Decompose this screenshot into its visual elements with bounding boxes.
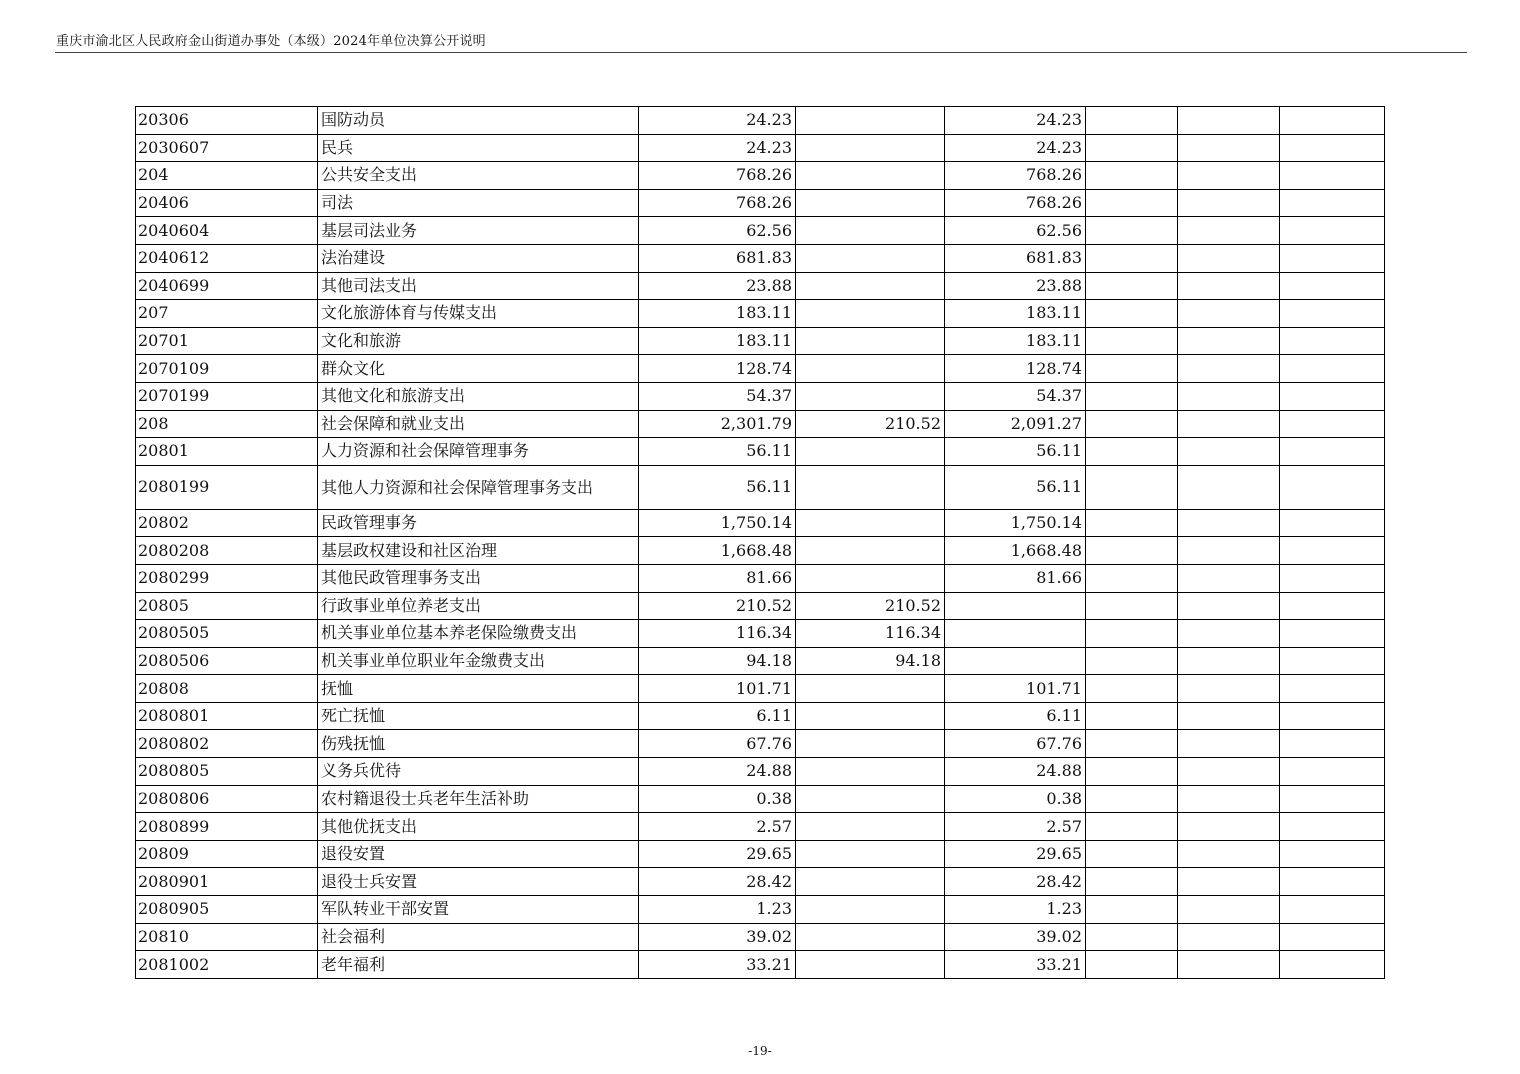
cell-subject-code: 2080299 <box>136 564 318 592</box>
cell-total-expenditure: 39.02 <box>639 923 796 951</box>
cell-total-expenditure: 183.11 <box>639 327 796 355</box>
cell-column-8 <box>1280 923 1385 951</box>
cell-column-7 <box>1178 107 1280 135</box>
cell-total-expenditure: 1.23 <box>639 896 796 924</box>
table-row <box>136 465 1385 509</box>
cell-subject-code: 20805 <box>136 592 318 620</box>
cell-subject-code: 207 <box>136 300 318 328</box>
cell-total-expenditure: 67.76 <box>639 730 796 758</box>
cell-column-7 <box>1178 813 1280 841</box>
cell-column-6 <box>1086 868 1178 896</box>
cell-column-7 <box>1178 730 1280 758</box>
cell-subject-code: 2080901 <box>136 868 318 896</box>
cell-total-expenditure: 56.11 <box>639 465 796 509</box>
cell-column-6 <box>1086 300 1178 328</box>
cell-subject-name: 退役安置 <box>318 840 639 868</box>
cell-project-expenditure: 2,091.27 <box>945 410 1086 438</box>
cell-column-6 <box>1086 840 1178 868</box>
cell-column-8 <box>1280 730 1385 758</box>
cell-column-6 <box>1086 327 1178 355</box>
cell-column-6 <box>1086 465 1178 509</box>
cell-column-7 <box>1178 923 1280 951</box>
cell-subject-code: 208 <box>136 410 318 438</box>
cell-basic-expenditure <box>796 564 945 592</box>
cell-subject-name: 文化和旅游 <box>318 327 639 355</box>
cell-project-expenditure: 1.23 <box>945 896 1086 924</box>
cell-column-7 <box>1178 564 1280 592</box>
cell-subject-name: 其他文化和旅游支出 <box>318 382 639 410</box>
cell-basic-expenditure: 210.52 <box>796 410 945 438</box>
cell-column-6 <box>1086 592 1178 620</box>
cell-project-expenditure: 56.11 <box>945 465 1086 509</box>
cell-subject-name: 退役士兵安置 <box>318 868 639 896</box>
cell-subject-name: 其他人力资源和社会保障管理事务支出 <box>318 465 639 509</box>
cell-column-8 <box>1280 868 1385 896</box>
cell-basic-expenditure <box>796 244 945 272</box>
cell-basic-expenditure <box>796 730 945 758</box>
cell-total-expenditure: 24.23 <box>639 107 796 135</box>
cell-subject-code: 2080506 <box>136 647 318 675</box>
cell-column-6 <box>1086 564 1178 592</box>
cell-subject-code: 2080805 <box>136 758 318 786</box>
cell-basic-expenditure <box>796 951 945 979</box>
cell-project-expenditure: 681.83 <box>945 244 1086 272</box>
cell-basic-expenditure <box>796 382 945 410</box>
table-row <box>136 355 1385 383</box>
cell-total-expenditure: 2,301.79 <box>639 410 796 438</box>
cell-column-6 <box>1086 355 1178 383</box>
cell-subject-name: 基层政权建设和社区治理 <box>318 537 639 565</box>
cell-subject-name: 伤残抚恤 <box>318 730 639 758</box>
cell-basic-expenditure <box>796 758 945 786</box>
cell-total-expenditure: 1,750.14 <box>639 509 796 537</box>
cell-project-expenditure <box>945 620 1086 648</box>
cell-column-7 <box>1178 702 1280 730</box>
cell-subject-code: 2070109 <box>136 355 318 383</box>
cell-project-expenditure: 23.88 <box>945 272 1086 300</box>
cell-project-expenditure: 81.66 <box>945 564 1086 592</box>
cell-column-8 <box>1280 272 1385 300</box>
cell-column-7 <box>1178 355 1280 383</box>
cell-subject-name: 社会保障和就业支出 <box>318 410 639 438</box>
cell-subject-name: 其他司法支出 <box>318 272 639 300</box>
cell-basic-expenditure <box>796 162 945 190</box>
cell-total-expenditure: 1,668.48 <box>639 537 796 565</box>
cell-total-expenditure: 24.88 <box>639 758 796 786</box>
cell-column-7 <box>1178 327 1280 355</box>
cell-column-7 <box>1178 758 1280 786</box>
table-body <box>136 107 1385 979</box>
cell-column-7 <box>1178 382 1280 410</box>
cell-column-8 <box>1280 702 1385 730</box>
cell-subject-code: 2080199 <box>136 465 318 509</box>
cell-column-7 <box>1178 620 1280 648</box>
cell-subject-code: 2070199 <box>136 382 318 410</box>
table-row <box>136 868 1385 896</box>
cell-column-7 <box>1178 868 1280 896</box>
table-row <box>136 272 1385 300</box>
cell-basic-expenditure <box>796 675 945 703</box>
cell-column-8 <box>1280 840 1385 868</box>
cell-basic-expenditure <box>796 868 945 896</box>
cell-column-6 <box>1086 217 1178 245</box>
cell-project-expenditure: 768.26 <box>945 162 1086 190</box>
cell-total-expenditure: 101.71 <box>639 675 796 703</box>
cell-column-7 <box>1178 272 1280 300</box>
cell-subject-name: 司法 <box>318 189 639 217</box>
cell-subject-code: 2040612 <box>136 244 318 272</box>
cell-project-expenditure: 24.88 <box>945 758 1086 786</box>
cell-column-7 <box>1178 438 1280 466</box>
cell-column-6 <box>1086 272 1178 300</box>
cell-column-7 <box>1178 785 1280 813</box>
cell-subject-name: 人力资源和社会保障管理事务 <box>318 438 639 466</box>
cell-column-8 <box>1280 896 1385 924</box>
cell-column-6 <box>1086 785 1178 813</box>
cell-project-expenditure: 101.71 <box>945 675 1086 703</box>
cell-project-expenditure <box>945 647 1086 675</box>
table-row <box>136 785 1385 813</box>
cell-column-8 <box>1280 537 1385 565</box>
table-row <box>136 189 1385 217</box>
cell-column-8 <box>1280 107 1385 135</box>
table-row <box>136 647 1385 675</box>
cell-column-8 <box>1280 355 1385 383</box>
cell-subject-name: 基层司法业务 <box>318 217 639 245</box>
cell-basic-expenditure <box>796 896 945 924</box>
cell-column-8 <box>1280 382 1385 410</box>
cell-column-8 <box>1280 592 1385 620</box>
table-row <box>136 410 1385 438</box>
cell-total-expenditure: 128.74 <box>639 355 796 383</box>
cell-subject-code: 2080208 <box>136 537 318 565</box>
cell-project-expenditure: 67.76 <box>945 730 1086 758</box>
cell-column-6 <box>1086 410 1178 438</box>
cell-project-expenditure: 1,668.48 <box>945 537 1086 565</box>
table-row <box>136 758 1385 786</box>
cell-subject-name: 其他民政管理事务支出 <box>318 564 639 592</box>
cell-total-expenditure: 24.23 <box>639 134 796 162</box>
cell-total-expenditure: 33.21 <box>639 951 796 979</box>
cell-column-6 <box>1086 107 1178 135</box>
table-row <box>136 813 1385 841</box>
cell-column-8 <box>1280 509 1385 537</box>
table-row <box>136 537 1385 565</box>
cell-project-expenditure <box>945 592 1086 620</box>
cell-project-expenditure: 33.21 <box>945 951 1086 979</box>
cell-column-8 <box>1280 217 1385 245</box>
cell-column-7 <box>1178 217 1280 245</box>
table-row <box>136 951 1385 979</box>
cell-subject-name: 老年福利 <box>318 951 639 979</box>
cell-column-8 <box>1280 327 1385 355</box>
cell-subject-name: 机关事业单位职业年金缴费支出 <box>318 647 639 675</box>
cell-project-expenditure: 183.11 <box>945 327 1086 355</box>
cell-project-expenditure: 29.65 <box>945 840 1086 868</box>
cell-subject-name: 文化旅游体育与传媒支出 <box>318 300 639 328</box>
cell-column-6 <box>1086 382 1178 410</box>
cell-total-expenditure: 94.18 <box>639 647 796 675</box>
cell-project-expenditure: 39.02 <box>945 923 1086 951</box>
cell-column-7 <box>1178 675 1280 703</box>
cell-basic-expenditure <box>796 189 945 217</box>
cell-subject-name: 行政事业单位养老支出 <box>318 592 639 620</box>
cell-basic-expenditure <box>796 509 945 537</box>
table-row <box>136 217 1385 245</box>
cell-project-expenditure: 24.23 <box>945 134 1086 162</box>
table-row <box>136 382 1385 410</box>
cell-subject-code: 2040699 <box>136 272 318 300</box>
cell-project-expenditure: 2.57 <box>945 813 1086 841</box>
cell-column-8 <box>1280 647 1385 675</box>
cell-basic-expenditure <box>796 537 945 565</box>
cell-column-7 <box>1178 896 1280 924</box>
cell-column-7 <box>1178 300 1280 328</box>
cell-project-expenditure: 768.26 <box>945 189 1086 217</box>
cell-subject-code: 20802 <box>136 509 318 537</box>
cell-subject-name: 机关事业单位基本养老保险缴费支出 <box>318 620 639 648</box>
cell-subject-code: 20809 <box>136 840 318 868</box>
table-row <box>136 438 1385 466</box>
cell-column-6 <box>1086 620 1178 648</box>
cell-basic-expenditure: 116.34 <box>796 620 945 648</box>
cell-column-6 <box>1086 162 1178 190</box>
cell-basic-expenditure <box>796 785 945 813</box>
cell-column-8 <box>1280 162 1385 190</box>
table-row <box>136 702 1385 730</box>
cell-total-expenditure: 6.11 <box>639 702 796 730</box>
cell-column-8 <box>1280 300 1385 328</box>
cell-subject-code: 2080801 <box>136 702 318 730</box>
cell-subject-code: 20306 <box>136 107 318 135</box>
cell-column-6 <box>1086 702 1178 730</box>
table-row <box>136 592 1385 620</box>
cell-column-8 <box>1280 564 1385 592</box>
cell-project-expenditure: 28.42 <box>945 868 1086 896</box>
cell-column-6 <box>1086 134 1178 162</box>
cell-total-expenditure: 62.56 <box>639 217 796 245</box>
cell-subject-code: 20808 <box>136 675 318 703</box>
cell-column-8 <box>1280 438 1385 466</box>
cell-subject-code: 2080505 <box>136 620 318 648</box>
cell-subject-code: 20810 <box>136 923 318 951</box>
table-row <box>136 896 1385 924</box>
table-row <box>136 107 1385 135</box>
cell-column-8 <box>1280 620 1385 648</box>
cell-column-8 <box>1280 813 1385 841</box>
cell-subject-code: 2080802 <box>136 730 318 758</box>
cell-project-expenditure: 54.37 <box>945 382 1086 410</box>
cell-column-7 <box>1178 509 1280 537</box>
cell-total-expenditure: 768.26 <box>639 162 796 190</box>
cell-subject-name: 军队转业干部安置 <box>318 896 639 924</box>
table-row <box>136 730 1385 758</box>
cell-subject-code: 20801 <box>136 438 318 466</box>
cell-total-expenditure: 768.26 <box>639 189 796 217</box>
cell-column-6 <box>1086 189 1178 217</box>
cell-column-6 <box>1086 438 1178 466</box>
cell-project-expenditure: 6.11 <box>945 702 1086 730</box>
cell-subject-code: 2040604 <box>136 217 318 245</box>
cell-subject-name: 民政管理事务 <box>318 509 639 537</box>
cell-column-8 <box>1280 951 1385 979</box>
cell-total-expenditure: 28.42 <box>639 868 796 896</box>
cell-project-expenditure: 56.11 <box>945 438 1086 466</box>
cell-basic-expenditure <box>796 272 945 300</box>
cell-column-6 <box>1086 647 1178 675</box>
cell-total-expenditure: 210.52 <box>639 592 796 620</box>
cell-project-expenditure: 1,750.14 <box>945 509 1086 537</box>
table-row <box>136 244 1385 272</box>
cell-column-6 <box>1086 244 1178 272</box>
cell-column-7 <box>1178 647 1280 675</box>
cell-subject-code: 2081002 <box>136 951 318 979</box>
cell-column-7 <box>1178 537 1280 565</box>
cell-total-expenditure: 81.66 <box>639 564 796 592</box>
table-row <box>136 620 1385 648</box>
cell-basic-expenditure <box>796 465 945 509</box>
cell-subject-code: 20701 <box>136 327 318 355</box>
cell-total-expenditure: 183.11 <box>639 300 796 328</box>
cell-project-expenditure: 62.56 <box>945 217 1086 245</box>
cell-subject-code: 204 <box>136 162 318 190</box>
cell-column-6 <box>1086 730 1178 758</box>
cell-basic-expenditure <box>796 107 945 135</box>
cell-basic-expenditure <box>796 217 945 245</box>
cell-column-8 <box>1280 134 1385 162</box>
table-row <box>136 134 1385 162</box>
cell-subject-name: 国防动员 <box>318 107 639 135</box>
cell-column-7 <box>1178 840 1280 868</box>
page-number: -19- <box>748 1044 772 1058</box>
cell-subject-name: 社会福利 <box>318 923 639 951</box>
cell-project-expenditure: 24.23 <box>945 107 1086 135</box>
cell-column-6 <box>1086 923 1178 951</box>
cell-subject-name: 民兵 <box>318 134 639 162</box>
cell-total-expenditure: 56.11 <box>639 438 796 466</box>
cell-column-7 <box>1178 410 1280 438</box>
cell-column-7 <box>1178 162 1280 190</box>
cell-basic-expenditure <box>796 134 945 162</box>
cell-subject-code: 2080899 <box>136 813 318 841</box>
table-row <box>136 327 1385 355</box>
cell-column-7 <box>1178 244 1280 272</box>
cell-column-8 <box>1280 465 1385 509</box>
cell-subject-name: 抚恤 <box>318 675 639 703</box>
cell-subject-code: 2080905 <box>136 896 318 924</box>
cell-subject-code: 2080806 <box>136 785 318 813</box>
expenditure-table <box>135 106 1385 979</box>
cell-total-expenditure: 54.37 <box>639 382 796 410</box>
cell-column-6 <box>1086 509 1178 537</box>
header-divider <box>55 52 1467 53</box>
table-row <box>136 509 1385 537</box>
cell-total-expenditure: 29.65 <box>639 840 796 868</box>
cell-total-expenditure: 681.83 <box>639 244 796 272</box>
cell-subject-code: 2030607 <box>136 134 318 162</box>
cell-basic-expenditure: 210.52 <box>796 592 945 620</box>
cell-total-expenditure: 2.57 <box>639 813 796 841</box>
cell-column-8 <box>1280 785 1385 813</box>
cell-basic-expenditure <box>796 300 945 328</box>
table-row <box>136 840 1385 868</box>
cell-column-8 <box>1280 758 1385 786</box>
cell-subject-name: 群众文化 <box>318 355 639 383</box>
cell-column-6 <box>1086 675 1178 703</box>
cell-column-7 <box>1178 951 1280 979</box>
table-row <box>136 923 1385 951</box>
cell-column-6 <box>1086 896 1178 924</box>
cell-basic-expenditure <box>796 813 945 841</box>
cell-subject-name: 公共安全支出 <box>318 162 639 190</box>
cell-column-6 <box>1086 758 1178 786</box>
table-row <box>136 564 1385 592</box>
page-header-title: 重庆市渝北区人民政府金山街道办事处（本级）2024年单位决算公开说明 <box>56 34 486 49</box>
cell-column-7 <box>1178 592 1280 620</box>
cell-column-8 <box>1280 410 1385 438</box>
table-row <box>136 675 1385 703</box>
cell-basic-expenditure <box>796 702 945 730</box>
cell-basic-expenditure <box>796 327 945 355</box>
cell-column-8 <box>1280 189 1385 217</box>
cell-basic-expenditure <box>796 438 945 466</box>
cell-basic-expenditure <box>796 923 945 951</box>
cell-basic-expenditure <box>796 355 945 383</box>
cell-subject-name: 死亡抚恤 <box>318 702 639 730</box>
cell-basic-expenditure: 94.18 <box>796 647 945 675</box>
cell-subject-name: 法治建设 <box>318 244 639 272</box>
cell-subject-name: 义务兵优待 <box>318 758 639 786</box>
cell-column-6 <box>1086 951 1178 979</box>
table-row <box>136 300 1385 328</box>
cell-subject-name: 其他优抚支出 <box>318 813 639 841</box>
cell-column-7 <box>1178 189 1280 217</box>
cell-subject-code: 20406 <box>136 189 318 217</box>
cell-column-6 <box>1086 537 1178 565</box>
cell-column-6 <box>1086 813 1178 841</box>
cell-basic-expenditure <box>796 840 945 868</box>
cell-project-expenditure: 128.74 <box>945 355 1086 383</box>
cell-column-8 <box>1280 675 1385 703</box>
cell-total-expenditure: 23.88 <box>639 272 796 300</box>
cell-project-expenditure: 183.11 <box>945 300 1086 328</box>
cell-column-7 <box>1178 465 1280 509</box>
cell-subject-name: 农村籍退役士兵老年生活补助 <box>318 785 639 813</box>
cell-project-expenditure: 0.38 <box>945 785 1086 813</box>
cell-column-8 <box>1280 244 1385 272</box>
cell-total-expenditure: 0.38 <box>639 785 796 813</box>
table-row <box>136 162 1385 190</box>
cell-total-expenditure: 116.34 <box>639 620 796 648</box>
cell-column-7 <box>1178 134 1280 162</box>
